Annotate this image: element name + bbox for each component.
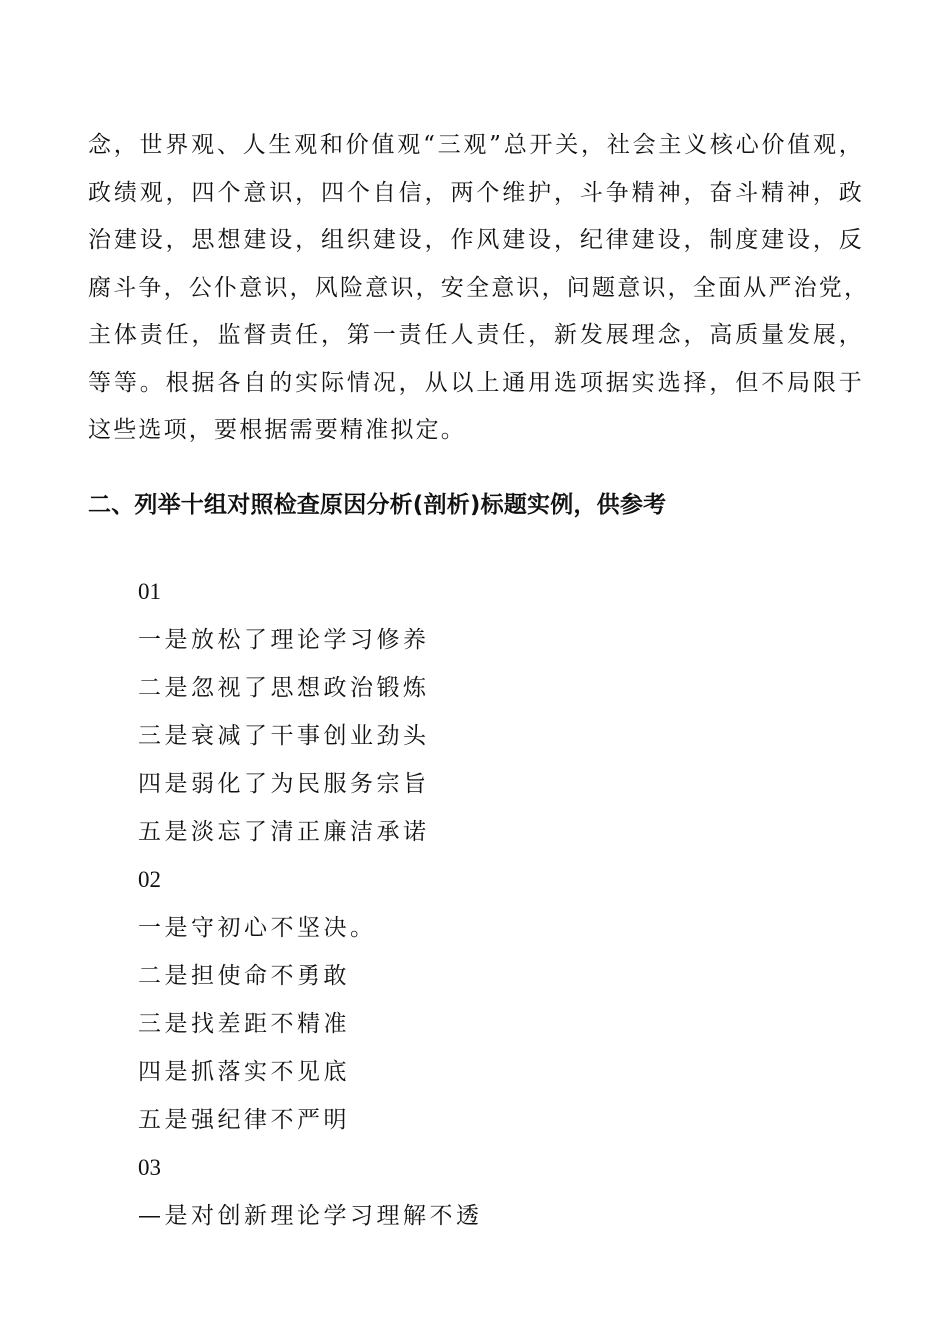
- list-item: 二是忽视了思想政治锻炼: [138, 675, 430, 701]
- list-item: 五是强纪律不严明: [138, 1107, 350, 1133]
- list-item: 三是衰减了干事创业劲头: [138, 723, 430, 749]
- list-item: 四是弱化了为民服务宗旨: [138, 771, 430, 797]
- example-group-03: [138, 1148, 483, 1244]
- example-group-02: [138, 860, 483, 1148]
- paragraph-line: 腐斗争，公仆意识，风险意识，安全意识，问题意识，全面从严治党，: [88, 274, 870, 301]
- list-item: 五是淡忘了清正廉洁承诺: [138, 819, 430, 845]
- section-heading: 二、列举十组对照检查原因分析(剖析)标题实例，供参考: [88, 492, 667, 518]
- list-item: 三是找差距不精准: [138, 1011, 350, 1037]
- group-number: 01: [138, 579, 161, 604]
- example-group-01: [138, 572, 483, 860]
- paragraph-line: 等等。根据各自的实际情况，从以上通用选项据实选择，但不局限于: [88, 369, 864, 396]
- group-number: 02: [138, 867, 161, 892]
- list-item: 四是抓落实不见底: [138, 1059, 350, 1085]
- paragraph-line: 治建设，思想建设，组织建设，作风建设，纪律建设，制度建设，反: [88, 227, 864, 253]
- group-number: 03: [138, 1155, 161, 1180]
- paragraph-line: 主体责任，监督责任，第一责任人责任，新发展理念，高质量发展，: [88, 322, 864, 348]
- list-item: 一是守初心不坚决。: [138, 915, 377, 941]
- list-item: 一是放松了理论学习修养: [138, 627, 430, 653]
- paragraph-line: 这些选项，要根据需要精准拟定。: [88, 417, 466, 443]
- list-item: 二是担使命不勇敢: [138, 963, 350, 989]
- example-groups-list: [138, 572, 483, 1244]
- intro-paragraph: [88, 122, 870, 455]
- paragraph-line: 政绩观，四个意识，四个自信，两个维护，斗争精神，奋斗精神，政: [88, 179, 864, 206]
- list-item: —是对创新理论学习理解不透: [138, 1203, 483, 1229]
- paragraph-line: 念，世界观、人生观和价值观“三观”总开关，社会主义核心价值观，: [88, 132, 864, 158]
